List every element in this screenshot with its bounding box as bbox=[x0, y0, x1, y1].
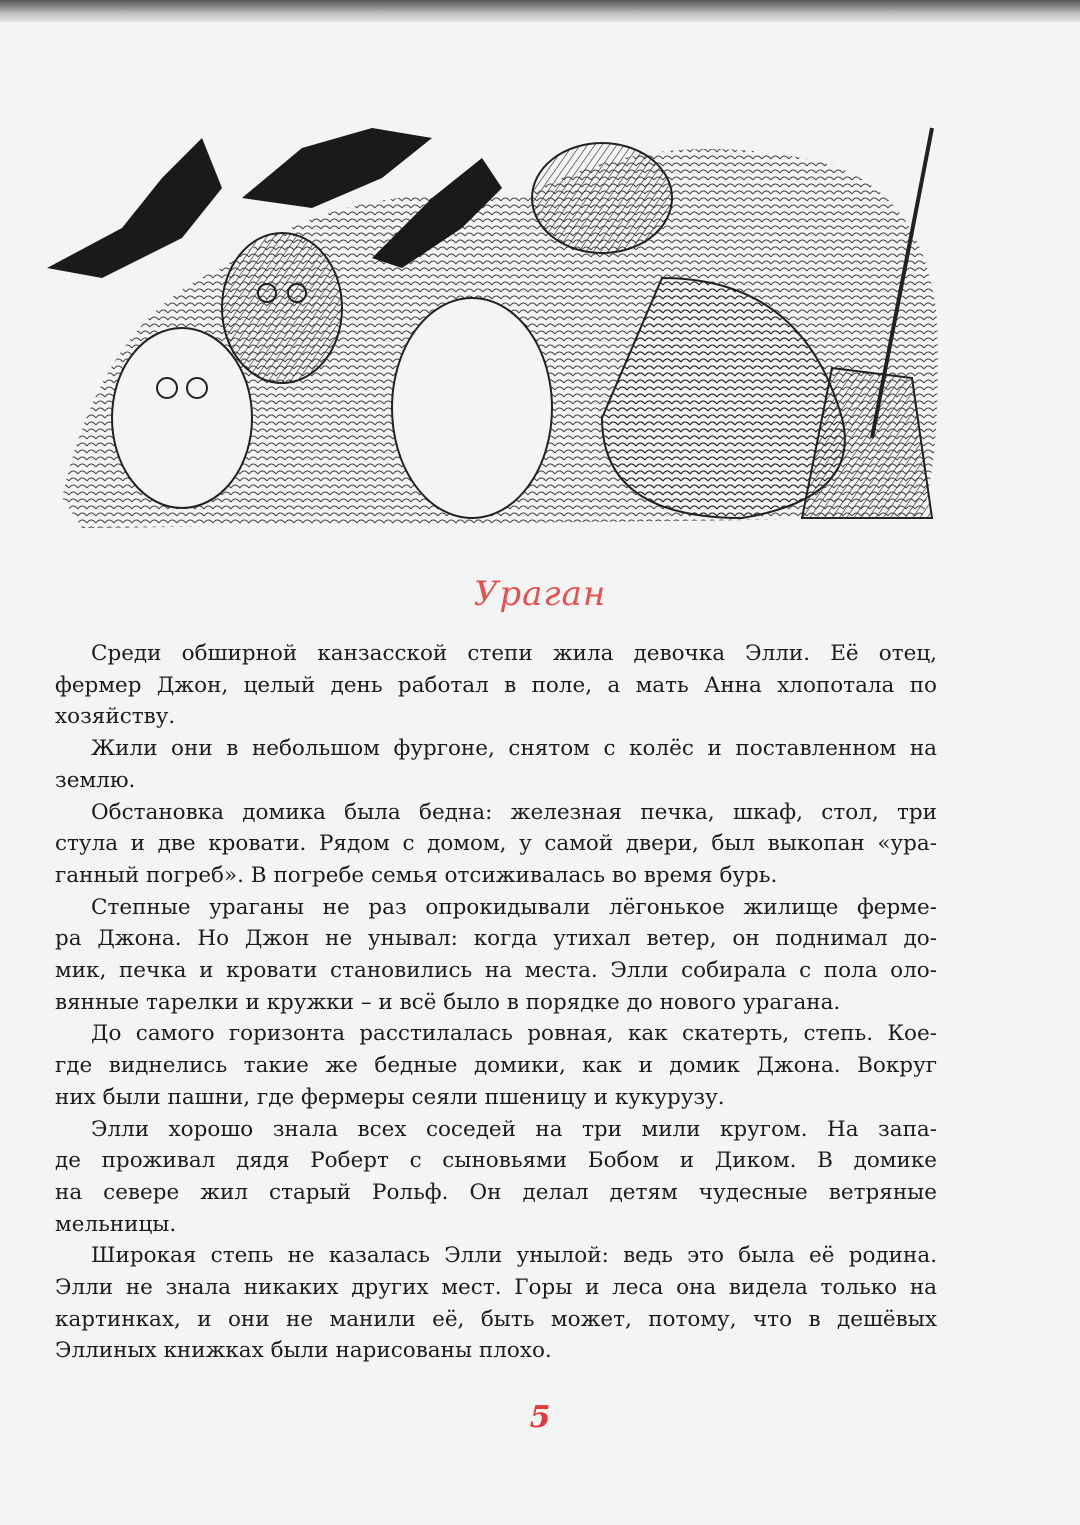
text-line: де проживал дядя Роберт с сыновьями Бобом и Диком. В домике bbox=[55, 1148, 937, 1174]
page-number: 5 bbox=[529, 1400, 551, 1435]
paragraph bbox=[55, 892, 937, 1019]
owl-left bbox=[112, 328, 252, 508]
paragraph bbox=[55, 638, 937, 733]
text-line: До самого горизонта расстилалась ровная, как скатерть, степь. Кое- bbox=[91, 1021, 937, 1047]
bat-top bbox=[242, 128, 432, 208]
text-line: землю. bbox=[55, 767, 136, 793]
text-line: где виднелись такие же бедные домики, как и домик Джона. Вокруг bbox=[55, 1053, 937, 1079]
text-line: картинках, и они не манили её, быть может, потому, что в дешёвых bbox=[55, 1306, 937, 1332]
paragraph bbox=[55, 797, 937, 892]
paragraph bbox=[55, 1018, 937, 1113]
bat-left bbox=[47, 138, 222, 278]
text-line: ганный погреб». В погребе семья отсиживалась во время бурь. bbox=[55, 862, 778, 888]
paragraph bbox=[55, 1114, 937, 1241]
chapter-illustration bbox=[42, 118, 942, 538]
text-line: Среди обширной канзасской степи жила девочка Элли. Её отец, bbox=[91, 641, 937, 666]
text-line: Жили они в небольшом фургоне, снятом с колёс и поставленном на bbox=[91, 736, 937, 762]
text-line: стула и две кровати. Рядом с домом, у самой двери, был выкопан «ура- bbox=[55, 831, 937, 857]
text-line: Широкая степь не казалась Элли унылой: ведь это была её родина. bbox=[91, 1243, 937, 1269]
text-line: хозяйству. bbox=[55, 704, 176, 730]
text-line: ра Джона. Но Джон не унывал: когда утихал ветер, он поднимал до- bbox=[55, 926, 937, 952]
text-line: вянные тарелки и кружки – и всё было в порядке до нового урагана. bbox=[55, 989, 841, 1015]
paragraph bbox=[55, 733, 937, 796]
text-line: мик, печка и кровати становились на места. Элли собирала с пола оло- bbox=[55, 958, 937, 984]
text-line: на севере жил старый Рольф. Он делал детям чудесные ветряные bbox=[55, 1179, 937, 1205]
scan-edge bbox=[0, 0, 1080, 22]
text-line: фермер Джон, целый день работал в поле, а мать Анна хлопотала по bbox=[55, 672, 937, 698]
text-line: Элли хорошо знала всех соседей на три мили кругом. На запа- bbox=[91, 1116, 937, 1142]
text-line: мельницы. bbox=[55, 1211, 177, 1237]
text-line: Обстановка домика была бедна: железная печка, шкаф, стол, три bbox=[91, 799, 937, 825]
chapter-title: Ураган bbox=[473, 574, 607, 614]
paragraph bbox=[55, 1240, 937, 1367]
text-line: Элли не знала никаких других мест. Горы и леса она видела только на bbox=[55, 1275, 937, 1301]
body-text bbox=[55, 638, 937, 1367]
text-line: Эллиных книжках были нарисованы плохо. bbox=[55, 1338, 552, 1364]
text-line: Степные ураганы не раз опрокидывали лёгонькое жилище ферме- bbox=[91, 894, 937, 920]
owl-top bbox=[222, 233, 342, 383]
cat-top bbox=[532, 143, 672, 253]
cat-center bbox=[392, 298, 552, 518]
text-line: них были пашни, где фермеры сеяли пшеницу и кукурузу. bbox=[55, 1084, 725, 1110]
